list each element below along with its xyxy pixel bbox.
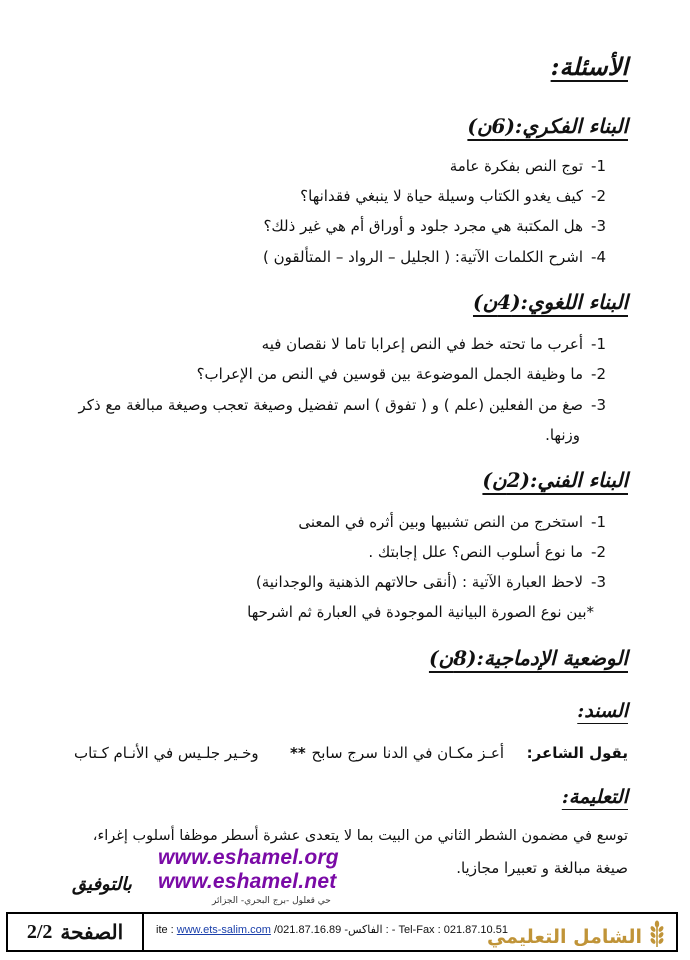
question-number: 2-	[591, 543, 606, 561]
brand-name: الشامل التعليمي	[486, 925, 642, 948]
question-item	[256, 572, 606, 592]
section-heading-integration: الوضعية الإدماجية:(8ن)	[428, 646, 628, 670]
question-continuation: وزنها.	[545, 426, 580, 444]
question-number: 4-	[591, 248, 606, 266]
question-number: 3-	[591, 217, 606, 235]
instruction-line: صيغة مبالغة و تعبيرا مجازيا.	[456, 859, 628, 877]
question-item	[263, 216, 606, 236]
site-prefix: ite :	[156, 924, 174, 936]
support-heading: السند:	[577, 700, 628, 722]
question-item	[197, 364, 606, 384]
wheat-icon	[646, 920, 668, 953]
question-item	[263, 247, 606, 267]
footer	[6, 912, 678, 952]
question-number: 2-	[591, 365, 606, 383]
question-text: لاحظ العبارة الآتية : (أنقى حالاتهم الذهنية والوجدانية)	[255, 573, 584, 591]
question-text: كيف يغدو الكتاب وسيلة حياة لا ينبغي فقدانها؟	[300, 187, 584, 205]
page-label: الصفحة	[60, 921, 124, 944]
section-heading-linguistic: البناء اللغوي:(4ن)	[472, 290, 628, 314]
instruction-line: توسع في مضمون الشطر الثاني من البيت بما لا يتعدى عشرة أسطر موظفا أسلوب إغراء،	[92, 828, 628, 844]
question-item	[262, 334, 606, 354]
question-number: 3-	[591, 573, 606, 591]
section-heading-intellectual: البناء الفكري:(6ن)	[467, 114, 628, 138]
question-item	[298, 512, 606, 532]
question-number: 2-	[591, 187, 606, 205]
question-number: 1-	[591, 157, 606, 175]
question-text: اشرح الكلمات الآتية: ( الجليل – الرواد – المتألقون )	[263, 248, 584, 266]
page-indicator	[8, 914, 144, 950]
question-item	[450, 156, 606, 176]
address: حي قعلول -برج البحري- الجزائر	[212, 896, 331, 906]
site-link[interactable]: www.ets-salim.com	[176, 924, 271, 936]
poet-intro: يقول الشاعر:	[526, 744, 628, 762]
question-text: توج النص بفكرة عامة	[449, 157, 584, 175]
telfax-number: - Tel-Fax : 021.87.10.51	[391, 924, 508, 936]
question-note: *بين نوع الصورة البيانية الموجودة في العبارة ثم اشرحها	[247, 603, 594, 621]
question-text: أعرب ما تحته خط في النص إعرابا تاما لا نقصان فيه	[261, 335, 584, 353]
good-luck: بالتوفيق	[72, 874, 132, 895]
page-number: 2/2	[26, 920, 53, 943]
page-title: الأسئلة:	[550, 52, 628, 81]
question-text: هل المكتبة هي مجرد جلود و أوراق أم هي غير ذلك؟	[263, 217, 584, 235]
section-heading-artistic: البناء الفني:(2ن)	[482, 468, 628, 492]
question-text: ما وظيفة الجمل الموضوعة بين قوسين في النص من الإعراب؟	[196, 365, 584, 383]
question-item	[368, 542, 606, 562]
instruction-heading: التعليمة:	[561, 786, 628, 808]
question-number: 3-	[591, 396, 606, 414]
fax-label: : الفاكس-	[344, 924, 389, 936]
question-text: استخرج من النص تشبيها وبين أثره في المعنى	[298, 513, 584, 531]
brand-logo	[487, 920, 668, 953]
contact-line	[156, 923, 508, 936]
question-text: ما نوع أسلوب النص؟ علل إجابتك .	[368, 543, 584, 561]
question-number: 1-	[591, 335, 606, 353]
question-number: 1-	[591, 513, 606, 531]
question-item	[300, 186, 606, 206]
watermark-url[interactable]: www.eshamel.org	[158, 846, 339, 869]
verse-second-hemistich: وخـير جلـيس في الأنـام كـتاب	[74, 744, 259, 762]
watermark-url[interactable]: www.eshamel.net	[158, 870, 337, 893]
verse-separator: **	[290, 744, 306, 762]
question-item	[79, 395, 606, 415]
question-text: صغ من الفعلين (علم ) و ( تفوق ) اسم تفضيل وصيغة تعجب وصيغة مبالغة مع ذكر	[78, 396, 584, 414]
verse-first-hemistich: أعـز مكـان في الدنا سرج سابح	[311, 744, 504, 762]
fax-number: /021.87.16.89	[273, 924, 342, 936]
